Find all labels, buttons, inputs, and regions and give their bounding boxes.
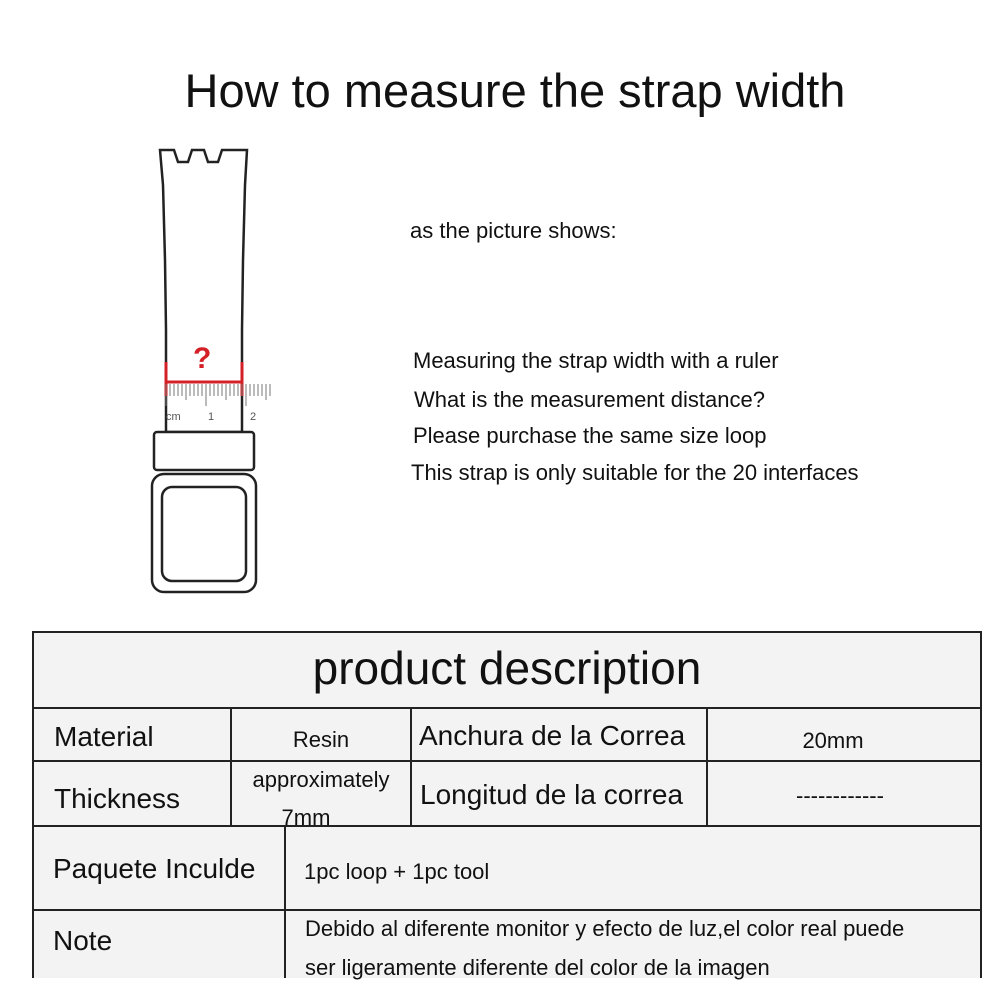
strap-length-label: Longitud de la correa xyxy=(420,779,684,810)
material-label: Material xyxy=(54,721,154,752)
instructions-intro: as the picture shows: xyxy=(410,218,617,243)
ruler-tick-1-label: 1 xyxy=(208,411,215,423)
strap-width-value: 20mm xyxy=(802,728,864,753)
thickness-value: approximately xyxy=(252,767,390,792)
package-label: Paquete Inculde xyxy=(53,853,256,884)
material-value: Resin xyxy=(292,727,350,752)
instruction-line: What is the measurement distance? xyxy=(414,387,765,412)
question-mark: ? xyxy=(193,342,212,375)
thickness-label: Thickness xyxy=(54,783,181,814)
page-title: How to measure the strap width xyxy=(184,64,846,117)
note-value-continued: ser ligeramente diferente del color de la imagen xyxy=(305,955,770,980)
note-value: Debido al diferente monitor y efecto de luz,el color real puede xyxy=(305,916,905,941)
product-description-table xyxy=(32,631,982,978)
table-divider xyxy=(34,707,980,709)
strap-length-value: ------------ xyxy=(796,783,884,808)
table-divider xyxy=(284,825,286,978)
ruler-tick-2-label: 2 xyxy=(250,411,257,423)
strap-keeper-inner xyxy=(162,487,246,581)
table-heading: product description xyxy=(312,642,702,694)
table-divider xyxy=(34,909,980,911)
strap-loop xyxy=(154,432,254,470)
instruction-line: This strap is only suitable for the 20 interfaces xyxy=(411,460,859,485)
strap-width-label: Anchura de la Correa xyxy=(419,720,686,751)
table-divider xyxy=(34,825,980,827)
table-divider xyxy=(410,707,412,825)
ruler-unit-label: cm xyxy=(166,411,181,423)
instruction-line: Measuring the strap width with a ruler xyxy=(413,348,779,373)
note-label: Note xyxy=(53,925,113,956)
instruction-line: Please purchase the same size loop xyxy=(413,423,767,448)
table-divider xyxy=(34,760,980,762)
thickness-value-unit: 7mm xyxy=(281,805,331,830)
package-value: 1pc loop + 1pc tool xyxy=(304,859,490,884)
